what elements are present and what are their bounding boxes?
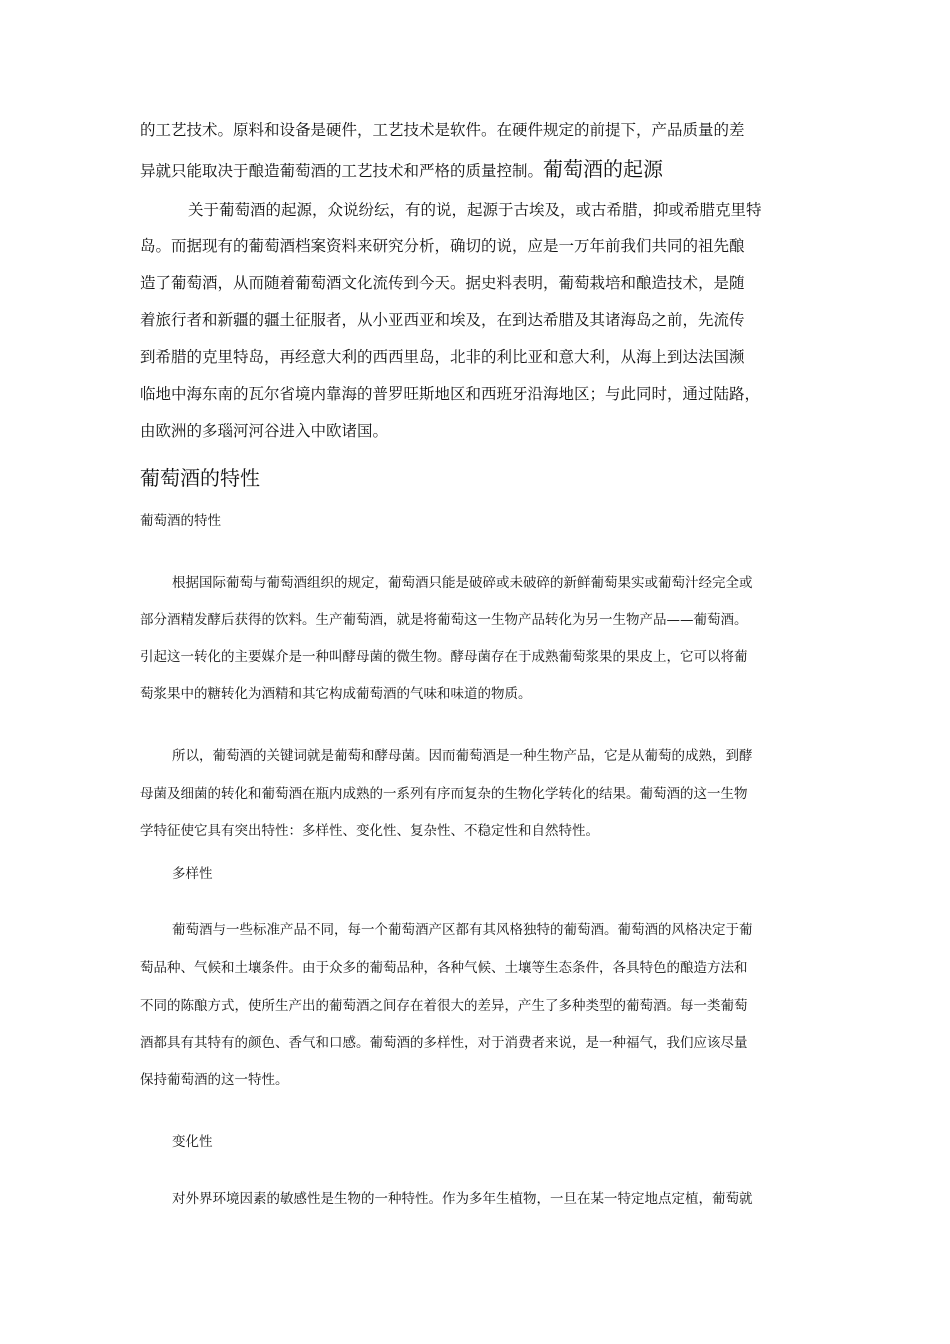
subsection-heading: 变化性 bbox=[172, 1134, 213, 1150]
paragraph-line: 引起这一转化的主要媒介是一种叫酵母菌的微生物。酵母菌存在于成熟葡萄浆果的果皮上，它可以将葡 bbox=[140, 649, 748, 665]
paragraph-line bbox=[140, 153, 663, 182]
heading-origin: 葡萄酒的起源 bbox=[543, 157, 664, 181]
paragraph-line: 萄浆果中的糖转化为酒精和其它构成葡萄酒的气味和味道的物质。 bbox=[140, 686, 532, 702]
paragraph-line: 萄品种、气候和土壤条件。由于众多的葡萄品种，各种气候、土壤等生态条件，各具特色的酿造方法和 bbox=[140, 960, 748, 976]
paragraph-line: 岛。而据现有的葡萄酒档案资料来研究分析，确切的说，应是一万年前我们共同的祖先酿 bbox=[140, 237, 745, 255]
subsection-heading: 多样性 bbox=[172, 866, 213, 882]
paragraph-line: 对外界环境因素的敏感性是生物的一种特性。作为多年生植物，一旦在某一特定地点定植，葡萄就 bbox=[172, 1191, 753, 1207]
section-heading: 葡萄酒的特性 bbox=[140, 466, 260, 490]
paragraph-line: 由欧洲的多瑙河河谷进入中欧诸国。 bbox=[140, 422, 389, 440]
paragraph-line: 到希腊的克里特岛，再经意大利的西西里岛，北非的利比亚和意大利，从海上到达法国濒 bbox=[140, 348, 745, 366]
paragraph-line: 不同的陈酿方式，使所生产出的葡萄酒之间存在着很大的差异，产生了多种类型的葡萄酒。每一类葡萄 bbox=[140, 998, 748, 1014]
paragraph-line: 学特征使它具有突出特性：多样性、变化性、复杂性、不稳定性和自然特性。 bbox=[140, 823, 599, 839]
paragraph-line: 临地中海东南的瓦尔省境内靠海的普罗旺斯地区和西班牙沿海地区；与此同时，通过陆路， bbox=[140, 385, 761, 403]
paragraph-line: 关于葡萄酒的起源，众说纷纭，有的说，起源于古埃及，或古希腊，抑或希腊克里特 bbox=[188, 201, 762, 219]
paragraph-line: 酒都具有其特有的颜色、香气和口感。葡萄酒的多样性，对于消费者来说，是一种福气，我们应该尽量 bbox=[140, 1035, 748, 1051]
paragraph-line: 葡萄酒与一些标准产品不同，每一个葡萄酒产区都有其风格独特的葡萄酒。葡萄酒的风格决定于葡 bbox=[172, 922, 753, 938]
section-subheading: 葡萄酒的特性 bbox=[140, 513, 221, 529]
paragraph-line: 造了葡萄酒，从而随着葡萄酒文化流传到今天。据史料表明，葡萄栽培和酿造技术，是随 bbox=[140, 274, 745, 292]
paragraph-line: 保持葡萄酒的这一特性。 bbox=[140, 1072, 289, 1088]
paragraph-line: 母菌及细菌的转化和葡萄酒在瓶内成熟的一系列有序而复杂的生物化学转化的结果。葡萄酒的这一生物 bbox=[140, 786, 748, 802]
paragraph-line: 所以，葡萄酒的关键词就是葡萄和酵母菌。因而葡萄酒是一种生物产品，它是从葡萄的成熟，到酵 bbox=[172, 748, 753, 764]
paragraph-line: 的工艺技术。原料和设备是硬件，工艺技术是软件。在硬件规定的前提下，产品质量的差 bbox=[140, 121, 745, 139]
paragraph-line: 着旅行者和新疆的疆土征服者，从小亚西亚和埃及，在到达希腊及其诸海岛之前，先流传 bbox=[140, 311, 745, 329]
paragraph-line: 部分酒精发酵后获得的饮料。生产葡萄酒，就是将葡萄这一生物产品转化为另一生物产品——葡萄酒。 bbox=[140, 612, 748, 628]
paragraph-text: 异就只能取决于酿造葡萄酒的工艺技术和严格的质量控制。 bbox=[140, 162, 544, 180]
paragraph-line: 根据国际葡萄与葡萄酒组织的规定，葡萄酒只能是破碎或未破碎的新鲜葡萄果实或葡萄汁经完全或 bbox=[172, 575, 753, 591]
